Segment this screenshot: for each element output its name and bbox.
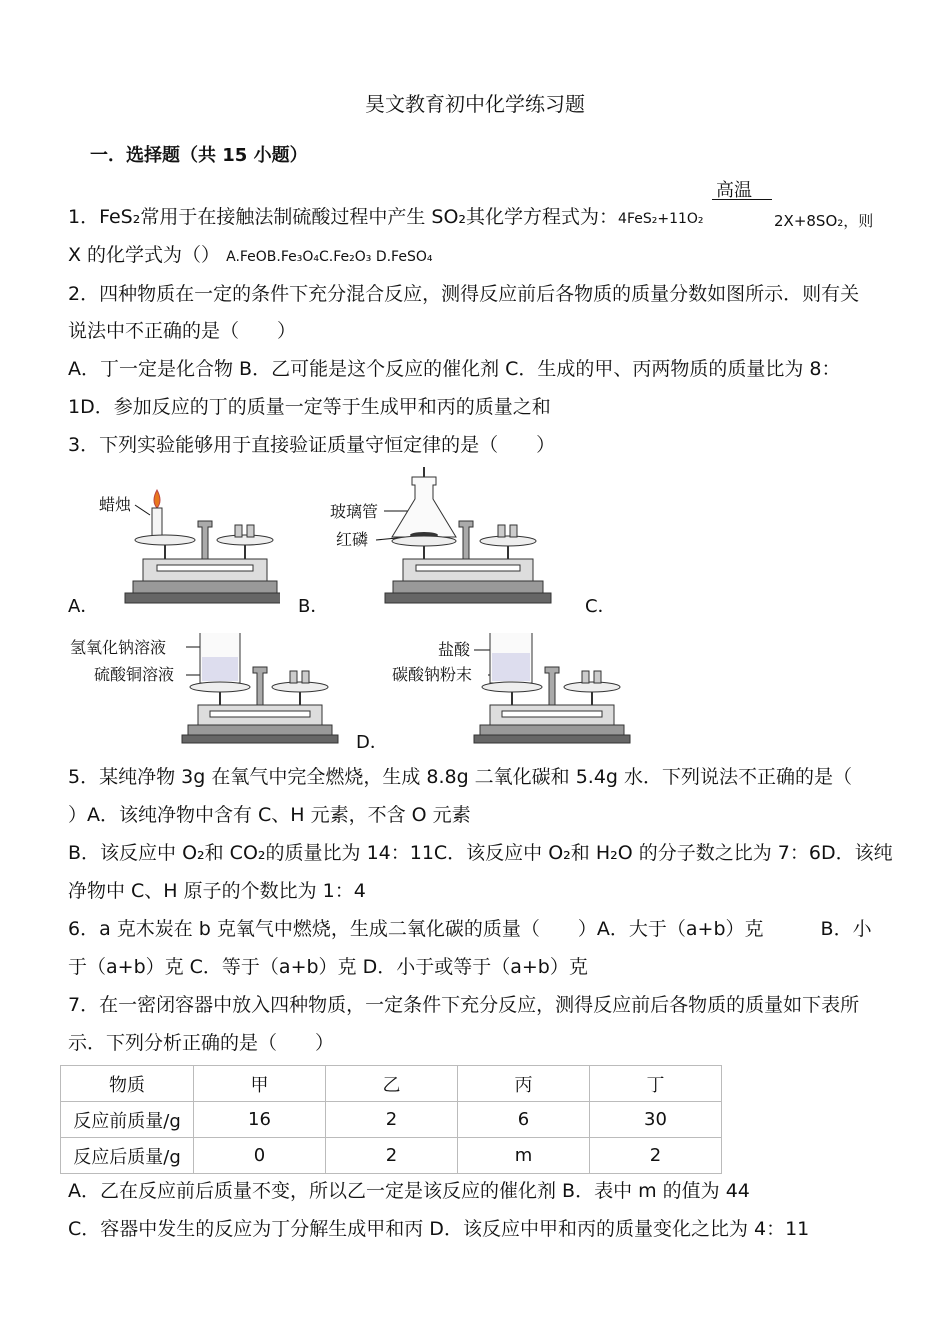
q3-label-b: B．	[298, 596, 329, 617]
q3-label-c: C．	[585, 596, 616, 617]
q5-line2: ）A．该纯净物中含有 C、H 元素，不含 O 元素	[68, 804, 471, 826]
q1-equation-left: 4FeS₂+11O₂	[618, 211, 704, 227]
balance-icon	[125, 521, 280, 603]
acid-icon	[492, 653, 530, 681]
q5-line3: B．该反应中 O₂和 CO₂的质量比为 14：11C．该反应中 O₂和 H₂O 的分子数之比为 7：6D．该纯	[68, 842, 893, 864]
q1-line2	[68, 244, 432, 268]
q2-line4: 1D．参加反应的丁的质量一定等于生成甲和丙的质量之和	[68, 396, 551, 418]
balance-naoh-cuso4-figure	[68, 625, 343, 747]
q6-line2: 于（a+b）克 C．等于（a+b）克 D．小于或等于（a+b）克	[68, 956, 588, 978]
q7-mass-table	[60, 1065, 722, 1174]
solution-icon	[202, 657, 238, 681]
table-cell: 丁	[590, 1066, 722, 1102]
table-cell: 反应后质量/g	[61, 1138, 194, 1174]
balance-phosphorus-figure	[328, 465, 568, 610]
candle-label: 蜡烛	[99, 495, 132, 514]
q7-line2: 示．下列分析正确的是（ ）	[68, 1032, 335, 1054]
flame-icon	[154, 490, 160, 508]
table-row	[61, 1066, 722, 1102]
table-cell: 甲	[194, 1066, 326, 1102]
na2co3-label: 碳酸钠粉末	[392, 665, 473, 684]
reaction-condition: 高温	[716, 180, 752, 201]
table-row	[61, 1102, 722, 1138]
q5-line4: 净物中 C、H 原子的个数比为 1：4	[68, 880, 366, 902]
hcl-label: 盐酸	[438, 640, 471, 659]
section-heading: 一．选择题（共 15 小题）	[90, 145, 308, 166]
table-cell: 2	[590, 1138, 722, 1174]
table-cell: 反应前质量/g	[61, 1102, 194, 1138]
table-cell: 16	[194, 1102, 326, 1138]
q1-equation-right-text: 2X+8SO₂，则	[774, 212, 874, 230]
q1-question: X 的化学式为（）	[68, 244, 221, 266]
candle-icon	[152, 508, 162, 538]
q7-line1: 7．在一密闭容器中放入四种物质，一定条件下充分反应，测得反应前后各物质的质量如下表所	[68, 994, 860, 1016]
q3-label-a: A．	[68, 596, 99, 617]
q3-label-d: D．	[356, 732, 388, 753]
table-cell: 丙	[458, 1066, 590, 1102]
q1-text: 1．FeS₂常用于在接触法制硫酸过程中产生 SO₂其化学方程式为：	[68, 206, 619, 228]
q1-options: A.FeOB.Fe₃O₄C.Fe₂O₃ D.FeSO₄	[226, 249, 433, 265]
table-cell: 0	[194, 1138, 326, 1174]
table-cell: 6	[458, 1102, 590, 1138]
q2-line2: 说法中不正确的是（ ）	[68, 320, 297, 342]
table-cell: m	[458, 1138, 590, 1174]
cuso4-label: 硫酸铜溶液	[94, 665, 175, 684]
table-cell: 2	[326, 1102, 458, 1138]
page-title: 昊文教育初中化学练习题	[365, 92, 585, 116]
table-cell: 物质	[61, 1066, 194, 1102]
table-row	[61, 1138, 722, 1174]
q7-line3: A．乙在反应前后质量不变，所以乙一定是该反应的催化剂 B．表中 m 的值为 44	[68, 1180, 750, 1202]
table-cell: 2	[326, 1138, 458, 1174]
flask-icon	[392, 477, 456, 537]
balance-candle-figure	[95, 485, 280, 610]
red-phosphorus-label: 红磷	[336, 530, 369, 549]
glass-tube-label: 玻璃管	[330, 502, 379, 521]
q3-line1: 3．下列实验能够用于直接验证质量守恒定律的是（ ）	[68, 434, 556, 456]
equation-arrow-line	[712, 199, 772, 200]
table-cell: 30	[590, 1102, 722, 1138]
balance-hcl-na2co3-figure	[390, 625, 640, 747]
q5-line1: 5．某纯净物 3g 在氧气中完全燃烧，生成 8.8g 二氧化碳和 5.4g 水．下列说法不正确的是（	[68, 766, 853, 788]
q1-line1	[68, 206, 704, 230]
q1-equation-right	[774, 210, 873, 233]
naoh-label: 氢氧化钠溶液	[70, 638, 167, 657]
q6-line1: 6．a 克木炭在 b 克氧气中燃烧，生成二氧化碳的质量（ ）A．大于（a+b）克 B．小	[68, 918, 872, 940]
table-cell: 乙	[326, 1066, 458, 1102]
q2-line3: A．丁一定是化合物 B．乙可能是这个反应的催化剂 C．生成的甲、丙两物质的质量比为 8：	[68, 358, 841, 380]
q7-line4: C．容器中发生的反应为丁分解生成甲和丙 D．该反应中甲和丙的质量变化之比为 4：11	[68, 1218, 810, 1240]
q2-line1: 2．四种物质在一定的条件下充分混合反应，测得反应前后各物质的质量分数如图所示．则有关	[68, 283, 860, 305]
